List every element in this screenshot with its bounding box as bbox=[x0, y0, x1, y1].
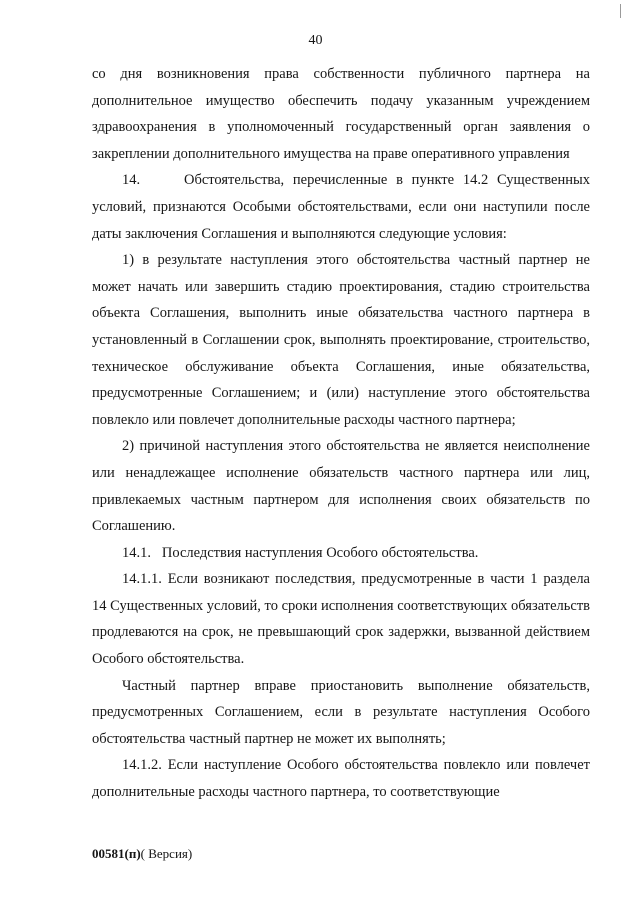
footer-version: ( Версия) bbox=[140, 846, 193, 861]
document-body bbox=[92, 61, 590, 806]
paragraph: 14.1.1. Если возникают последствия, предусмотренные в части 1 раздела 14 Существенных условий, то сроки исполнения соответствующих обязательств продлеваются на срок, не превышающий срок задержки, вызванной действием Особого обстоятельства. bbox=[92, 571, 590, 668]
page-number: 40 bbox=[308, 33, 323, 48]
paragraph: Частный партнер вправе приостановить выполнение обязательств, предусмотренных Соглашением, если в результате наступления Особого обстоятельства частный партнер не может их выполнять; bbox=[92, 677, 590, 747]
paragraph: 14. Обстоятельства, перечисленные в пункте 14.2 Существенных условий, признаются Особыми обстоятельствами, если они наступили после даты заключения Соглашения и выполняются следующие условия: bbox=[92, 172, 590, 242]
paragraph: со дня возникновения права собственности публичного партнера на дополнительное имущество обеспечить подачу указанным учреждением здравоохранения в уполномоченный государственный орган заявления о закреплении дополнительного имущества на праве оперативного управления bbox=[92, 66, 590, 162]
paragraph: 1) в результате наступления этого обстоятельства частный партнер не может начать или завершить стадию проектирования, стадию строительства объекта Соглашения, выполнить иные обязательства частного партнера в установленный в Соглашении срок, выполнять проектирование, строительство, техническое обслуживание объекта Соглашения, иные обязательства, предусмотренные Соглашением; и (или) наступление этого обстоятельства повлекло или повлечет дополнительные расходы частного партнера; bbox=[92, 252, 590, 428]
footer-code: 00581(п) bbox=[92, 846, 141, 861]
document-footer bbox=[92, 846, 192, 862]
paragraph: 14.1.2. Если наступление Особого обстоятельства повлекло или повлечет дополнительные расходы частного партнера, то соответствующие bbox=[92, 757, 590, 801]
paragraph: 2) причиной наступления этого обстоятельства не является неисполнение или ненадлежащее исполнение обязательств частного партнера или лиц, привлекаемых частным партнером для исполнения своих обязательств по Соглашению. bbox=[92, 438, 590, 535]
paragraph: 14.1. Последствия наступления Особого обстоятельства. bbox=[122, 544, 479, 561]
scan-edge-mark bbox=[620, 4, 621, 18]
